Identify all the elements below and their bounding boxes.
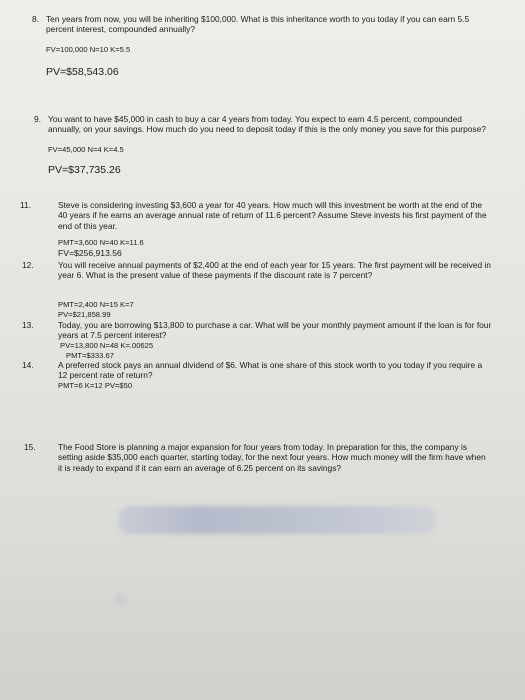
question-13-answer: PMT=$333.67 [66,351,114,360]
question-14-text: A preferred stock pays an annual dividend of $6. What is one share of this stock worth to you today if you require a 12 percent rate of return? [58,360,483,381]
question-11-given: PMT=3,600 N=40 K=11.6 [58,238,144,247]
question-11-answer: FV=$256,913.56 [58,248,122,258]
question-12-answer: PV=$21,858.99 [58,310,111,319]
question-12-given: PMT=2,400 N=15 K=7 [58,300,134,309]
question-9-text: You want to have $45,000 in cash to buy a car 4 years from today. You expect to earn 4.5 percent, compounded annually, on your savings. How much do you need to deposit today if this is the only money you save for this purpose? [48,114,486,135]
question-11-text: Steve is considering investing $3,600 a year for 40 years. How much will this investment be worth at the end of the 40 years if he earns an average annual rate of return of 11.6 percent? Assume Steve invests his first payment of the end of this year. [58,200,487,231]
question-8-given: FV=100,000 N=10 K=5.5 [46,45,131,54]
question-14-given: PMT=6 K=12 PV=$50 [58,381,133,390]
question-9-answer: PV=$37,735.26 [48,164,121,176]
question-12-number: 12. [22,260,34,270]
question-12-text: You will receive annual payments of $2,400 at the end of each year for 15 years. The first payment will be received in year 6. What is the present value of these payments if the discount rate is 7 percent? [58,260,491,281]
blurred-handwriting [118,506,436,534]
question-9-number: 9. [34,114,41,124]
question-14-number: 14. [22,360,34,370]
blurred-mark [116,594,126,606]
question-8-answer: PV=$58,543.06 [46,66,119,78]
question-15-number: 15. [24,442,36,452]
question-8-number: 8. [32,14,39,24]
question-8-text: Ten years from now, you will be inheriting $100,000. What is this inheritance worth to you today if you can earn 5.5 percent interest, compounded annually? [46,14,470,35]
question-9-given: FV=45,000 N=4 K=4.5 [48,145,124,154]
question-13-text: Today, you are borrowing $13,800 to purchase a car. What will be your monthly payment amount if the loan is for four years at 7.5 percent interest? [58,320,492,341]
question-15-text: The Food Store is planning a major expansion for four years from today. In preparation for this, the company is setting aside $35,000 each quarter, starting today, for the next four years. How much money will the firm have when it is ready to expand if it can earn an average of 6.25 percent on its savings? [58,442,486,473]
question-13-number: 13. [22,320,34,330]
question-13-given: PV=13,800 N=48 K=.00625 [60,341,154,350]
question-11-number: 11. [20,200,32,210]
